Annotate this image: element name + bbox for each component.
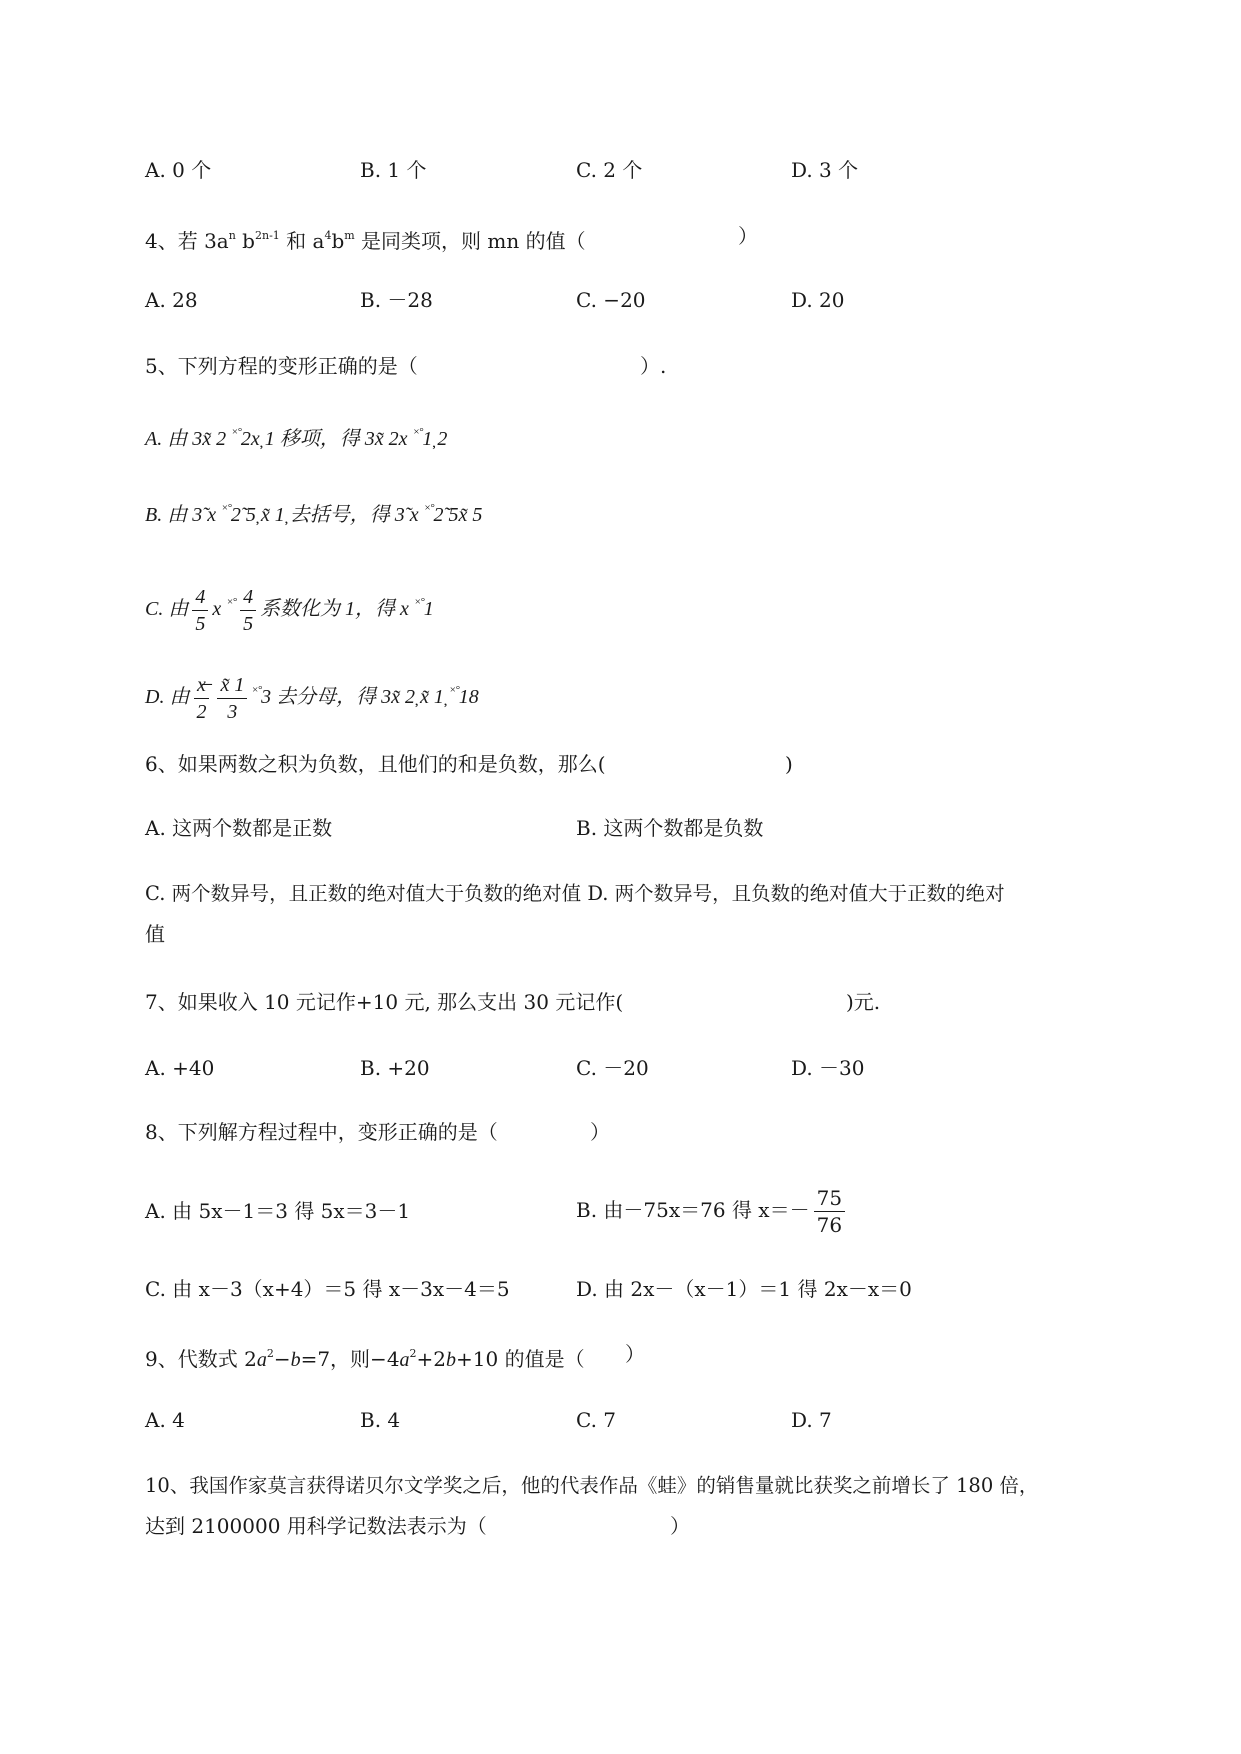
q9-option-c: C. 7 <box>576 1408 617 1432</box>
question-6-close-paren: ) <box>785 752 793 776</box>
question-5-close-paren: ）. <box>640 354 667 378</box>
q9-option-d: D. 7 <box>791 1408 832 1432</box>
question-7-close-paren: )元. <box>846 990 881 1014</box>
q4-option-a: A. 28 <box>145 288 198 312</box>
q5-option-b: B. 由 3̃ x ×°2̃ 5̦ x̃ 1̦ 去括号，得 3̃ x ×°2̃ 5x̃ 5 <box>145 502 483 526</box>
q6-options-cd: C. 两个数异号，且正数的绝对值大于负数的绝对值 D. 两个数异号，且负数的绝对值大于正数的绝对 <box>145 882 1005 905</box>
question-10-stem-line-1: 10、我国作家莫言获得诺贝尔文学奖之后，他的代表作品《蛙》的销售量就比获奖之前增长了 180 倍， <box>145 1474 1039 1497</box>
q8-option-a: A. 由 5x－1＝3 得 5x＝3－1 <box>145 1199 411 1223</box>
q4-option-b: B. －28 <box>360 288 433 312</box>
q6-option-b: B. 这两个数都是负数 <box>576 816 764 840</box>
question-10-stem-line-2: 达到 2100000 用科学记数法表示为（ <box>145 1514 487 1538</box>
q6-options-cd-wrap: 值 <box>145 922 165 946</box>
q7-option-a: A. +40 <box>145 1056 215 1080</box>
q7-option-c: C. －20 <box>576 1056 649 1080</box>
q7-option-d: D. －30 <box>791 1056 865 1080</box>
q4-option-c: C. −20 <box>576 288 646 312</box>
question-10-close-paren: ） <box>670 1514 690 1538</box>
q8-option-c: C. 由 x－3（x+4）＝5 得 x－3x－4＝5 <box>145 1277 510 1301</box>
question-9-stem: 9、代数式 $2a^2-b=7$，则$-4a^2+2b+10$ 的值是（ <box>145 1347 585 1371</box>
q3-option-c: C. 2 个 <box>576 158 643 182</box>
q8-option-d: D. 由 2x－（x－1）＝1 得 2x－x＝0 <box>576 1277 912 1301</box>
q5-option-d: D. 由 $\frac{x̶}{2}$ $\frac{x̃ 1}{3}$ ×°3 去分母，得 3x̃ 2̦ x̃ 1̦ ×°18 <box>145 673 479 723</box>
question-7-stem: 7、如果收入 10 元记作+10 元, 那么支出 30 元记作( <box>145 990 624 1014</box>
q5d-fraction-1: $\frac{x̶}{2}$ <box>193 672 209 725</box>
question-5-stem: 5、下列方程的变形正确的是（ <box>145 354 418 378</box>
q3-option-d: D. 3 个 <box>791 158 859 182</box>
q8b-fraction: $\frac{75}{76}$ <box>814 1185 845 1238</box>
question-4-close-paren: ） <box>738 224 758 248</box>
q9-option-b: B. 4 <box>360 1408 401 1432</box>
q3-option-a: A. 0 个 <box>145 158 212 182</box>
question-9-close-paren: ） <box>625 1342 645 1366</box>
q3-option-b: B. 1 个 <box>360 158 427 182</box>
q7-option-b: B. +20 <box>360 1056 430 1080</box>
q9-option-a: A. 4 <box>145 1408 185 1432</box>
question-4-stem: 4、若 $3a^n$ $b^{2n-1}$ 和 $a^4b^m$ 是同类项，则 mn 的值（ <box>145 229 586 253</box>
q8-option-b: B. 由－75x＝76 得 x＝－ $\frac{75}{76}$ <box>576 1180 849 1240</box>
question-6-stem: 6、如果两数之积为负数，且他们的和是负数，那么( <box>145 752 606 776</box>
q5-option-c: C. 由 $\frac{4}{5}$ x ×° $\frac{4}{5}$ 系数化为 1，得 x ×°1 <box>145 585 434 635</box>
q4-option-d: D. 20 <box>791 288 845 312</box>
q5-option-a: A. 由 3x̃ 2 ×°2x̦ 1 移项，得 3x̃ 2x ×°1̦ 2 <box>145 426 448 450</box>
question-8-close-paren: ） <box>590 1120 610 1144</box>
q6-option-a: A. 这两个数都是正数 <box>145 816 333 840</box>
q5d-fraction-2: $\frac{x̃ 1}{3}$ <box>217 672 247 725</box>
q5c-fraction-1: $\frac{4}{5}$ <box>192 584 208 637</box>
question-8-stem: 8、下列解方程过程中，变形正确的是（ <box>145 1120 498 1144</box>
q5c-fraction-2: $\frac{4}{5}$ <box>240 584 256 637</box>
